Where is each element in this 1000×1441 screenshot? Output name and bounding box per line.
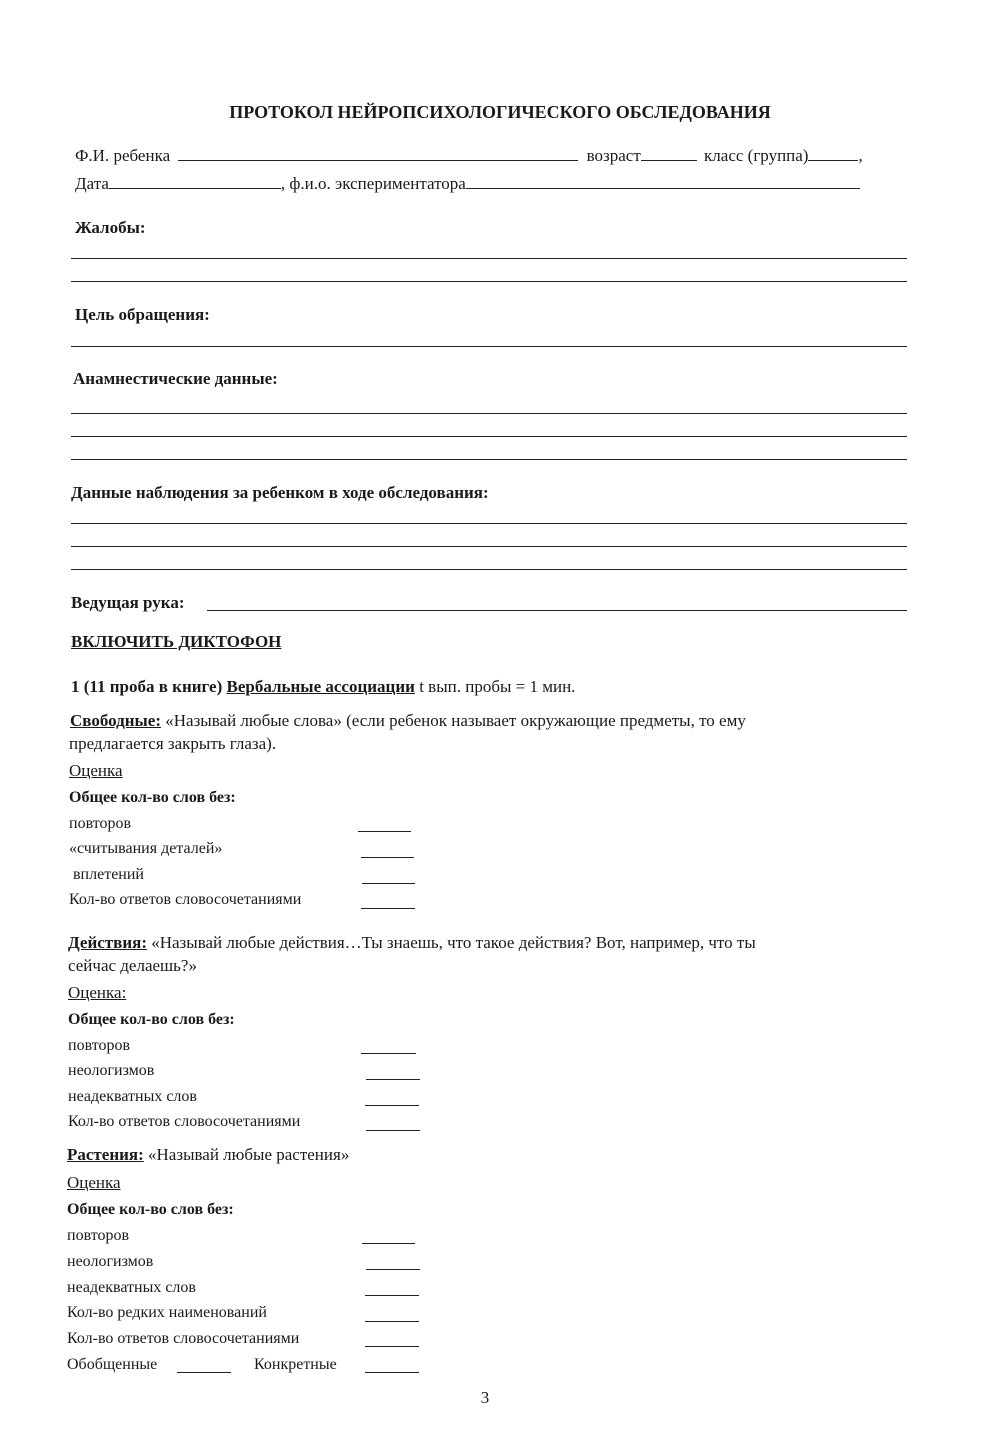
plants-item-label: Кол-во ответов словосочетаниями <box>67 1330 300 1347</box>
actions-item-label: Кол-во ответов словосочетаниями <box>68 1113 301 1130</box>
age-field[interactable] <box>641 146 697 161</box>
date-field[interactable] <box>109 174 281 189</box>
recorder-notice: ВКЛЮЧИТЬ ДИКТОФОН <box>71 632 282 651</box>
purpose-line[interactable] <box>71 346 907 347</box>
actions-item-field[interactable] <box>366 1079 420 1080</box>
plants-score-label: Оценка <box>67 1173 121 1192</box>
plants-item-label: Кол-во редких наименований <box>67 1304 267 1321</box>
plants-instruction <box>67 1145 349 1165</box>
class-label: класс (группа) <box>704 146 809 165</box>
free-label: Свободные: <box>70 711 162 730</box>
plants-label: Растения: <box>67 1145 144 1164</box>
anamnesis-line[interactable] <box>71 436 907 437</box>
observation-line[interactable] <box>71 523 907 524</box>
complaints-line[interactable] <box>71 258 907 259</box>
actions-item-field[interactable] <box>361 1053 416 1054</box>
complaints-heading: Жалобы: <box>75 218 146 237</box>
probe-number: 1 (11 проба в книге) <box>71 677 223 696</box>
date-label: Дата <box>75 174 109 193</box>
actions-item-label: неадекватных слов <box>68 1088 197 1105</box>
free-item-label: Кол-во ответов словосочетаниями <box>69 891 302 908</box>
probe-time: t вып. пробы = 1 мин. <box>419 677 576 696</box>
anamnesis-line[interactable] <box>71 459 907 460</box>
plants-total-label: Общее кол-во слов без: <box>67 1201 234 1218</box>
free-item-field[interactable] <box>361 857 414 858</box>
plants-item-field[interactable] <box>365 1295 419 1296</box>
actions-label: Действия: <box>68 933 147 952</box>
actions-instruction: «Называй любые действия…Ты знаешь, что такое действия? Вот, например, что ты <box>151 933 756 952</box>
plants-item-field[interactable] <box>362 1243 415 1244</box>
probe-name: Вербальные ассоциации <box>226 677 415 696</box>
child-name-field[interactable] <box>178 146 578 161</box>
plants-item-field[interactable] <box>365 1321 419 1322</box>
free-instruction-line1 <box>70 711 746 731</box>
plants-item-field[interactable] <box>366 1269 420 1270</box>
concrete-field[interactable] <box>365 1372 419 1373</box>
experimenter-field[interactable] <box>466 174 860 189</box>
purpose-heading: Цель обращения: <box>75 305 210 324</box>
plants-item-label: повторов <box>67 1227 130 1244</box>
plants-instruction-text: «Называй любые растения» <box>148 1145 350 1164</box>
page-title: ПРОТОКОЛ НЕЙРОПСИХОЛОГИЧЕСКОГО ОБСЛЕДОВАНИЯ <box>229 102 771 122</box>
actions-item-label: повторов <box>68 1037 131 1054</box>
free-item-label: повторов <box>69 815 132 832</box>
observation-line[interactable] <box>71 569 907 570</box>
free-instruction: «Называй любые слова» (если ребенок называет окружающие предметы, то ему <box>165 711 746 730</box>
class-field[interactable] <box>808 146 858 161</box>
free-total-label: Общее кол-во слов без: <box>69 789 236 806</box>
actions-instruction-line2: сейчас делаешь?» <box>68 956 197 975</box>
free-item-field[interactable] <box>362 883 415 884</box>
free-item-label: «считывания деталей» <box>69 840 223 857</box>
plants-item-label: неадекватных слов <box>67 1279 196 1296</box>
free-instruction-line2: предлагается закрыть глаза). <box>69 734 277 753</box>
free-item-label: вплетений <box>69 866 144 883</box>
free-item-field[interactable] <box>361 908 415 909</box>
generalized-label: Обобщенные <box>67 1356 158 1373</box>
free-score-label: Оценка <box>69 761 123 780</box>
child-name-label: Ф.И. ребенка <box>75 146 171 165</box>
anamnesis-line[interactable] <box>71 413 907 414</box>
leading-hand-label: Ведущая рука: <box>71 593 185 612</box>
page-number: 3 <box>480 1388 490 1407</box>
observation-heading: Данные наблюдения за ребенком в ходе обследования: <box>71 483 489 502</box>
complaints-line[interactable] <box>71 281 907 282</box>
actions-item-label: неологизмов <box>68 1062 155 1079</box>
plants-item-label: неологизмов <box>67 1253 154 1270</box>
age-label: возраст <box>586 146 641 165</box>
date-row <box>75 174 860 194</box>
leading-hand-field[interactable] <box>207 610 907 611</box>
free-item-field[interactable] <box>358 831 411 832</box>
probe-heading <box>71 677 575 697</box>
actions-item-field[interactable] <box>365 1105 419 1106</box>
observation-line[interactable] <box>71 546 907 547</box>
experimenter-label: , ф.и.о. экспериментатора <box>280 174 466 193</box>
concrete-label: Конкретные <box>254 1356 337 1373</box>
actions-total-label: Общее кол-во слов без: <box>68 1011 235 1028</box>
plants-item-field[interactable] <box>365 1346 419 1347</box>
generalized-field[interactable] <box>177 1372 231 1373</box>
child-info-row <box>75 146 863 166</box>
actions-score-label: Оценка: <box>68 983 127 1002</box>
class-suffix: , <box>858 146 863 165</box>
actions-item-field[interactable] <box>366 1130 420 1131</box>
actions-instruction-line1 <box>68 933 756 953</box>
anamnesis-heading: Анамнестические данные: <box>73 369 278 388</box>
